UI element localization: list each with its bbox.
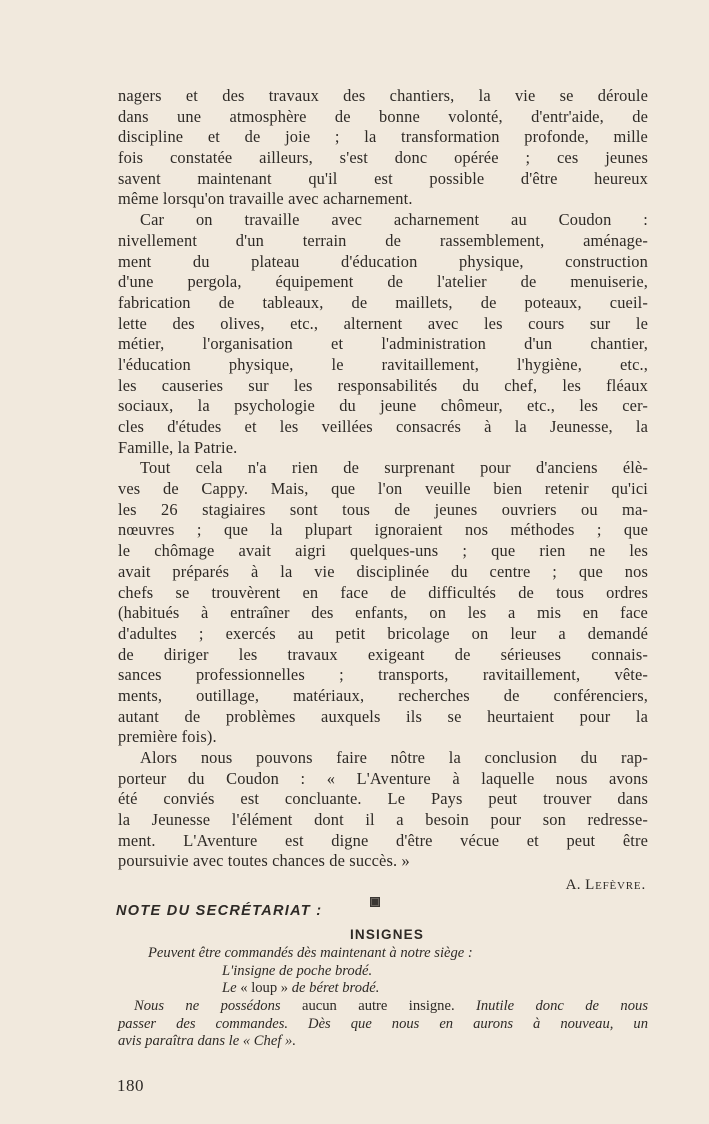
notice-text-upright: aucun autre insigne.: [301, 997, 455, 1014]
text-line: nivellement d'un terrain de rassemblement, aménage-: [118, 230, 648, 250]
text-line: de diriger les travaux exigeant de sérieuses connais-: [118, 644, 648, 664]
notice-item: L'insigne de poche brodé.: [222, 962, 373, 979]
note-title: NOTE DU SECRÉTARIAT :: [116, 903, 323, 920]
paragraph-1: [118, 86, 648, 210]
text-line: avait préparés à la vie disciplinée du centre ; que nos: [118, 561, 648, 581]
text-line: dans une atmosphère de bonne volonté, d'entr'aide, de: [118, 106, 648, 126]
text-line: première fois).: [118, 727, 217, 747]
paragraph-2: [118, 210, 648, 458]
notice-item: [118, 980, 648, 998]
text-line: l'éducation physique, le ravitaillement, l'hygiène, etc.,: [118, 354, 648, 374]
text-line: (habitués à entraîner des enfants, on les a mis en face: [118, 603, 648, 623]
notice-line: passer des commandes. Dès que nous en aurons à nouveau, un: [118, 1015, 648, 1032]
signature: [118, 875, 648, 895]
text-line: porteur du Coudon : « L'Aventure à laquelle nous avons: [118, 768, 648, 788]
text-line: lette des olives, etc., alternent avec les cours sur le: [118, 313, 648, 333]
notice-item-text: de béret brodé.: [291, 980, 380, 997]
text-line: nœuvres ; que la plupart ignoraient nos méthodes ; que: [118, 520, 648, 540]
text-line: ments, outillage, matériaux, recherches de conférenciers,: [118, 685, 648, 705]
text-line: les 26 stagiaires sont tous de jeunes ouvriers ou ma-: [118, 499, 648, 519]
text-line: les causeries sur les responsabilités du chef, les fléaux: [118, 375, 648, 395]
text-line: été conviés est concluante. Le Pays peut trouver dans: [118, 789, 648, 809]
signature-surname: Lefèvre.: [585, 877, 646, 894]
insignes-heading: INSIGNES: [349, 927, 425, 943]
notice-item-text: Le: [222, 980, 237, 997]
text-line: la Jeunesse l'élément dont il a besoin pour son redresse-: [118, 810, 648, 830]
signature-initial: A.: [565, 877, 581, 894]
text-line: d'adultes ; exercés au petit bricolage on leur a demandé: [118, 623, 648, 643]
text-line: même lorsqu'on travaille avec acharnement.: [118, 189, 413, 209]
paragraph-4: [118, 748, 648, 872]
text-line: d'une pergola, équipement de l'atelier de menuiserie,: [118, 272, 648, 292]
text-line: savent maintenant qu'il est possible d'être heureux: [118, 168, 648, 188]
text-line: métier, l'organisation et l'administration d'un chantier,: [118, 334, 648, 354]
notice-line: avis paraîtra dans le « Chef ».: [118, 1033, 296, 1050]
text-line: ves de Cappy. Mais, que l'on veuille bien retenir qu'ici: [118, 479, 648, 499]
page-body: [118, 86, 648, 1051]
text-line: Famille, la Patrie.: [118, 437, 238, 457]
text-line: Tout cela n'a rien de surprenant pour d'anciens élè-: [140, 458, 648, 478]
text-line: Car on travaille avec acharnement au Coudon :: [140, 210, 648, 230]
text-line: autant de problèmes auxquels ils se heurtaient pour la: [118, 706, 648, 726]
text-line: Alors nous pouvons faire nôtre la conclusion du rap-: [140, 748, 648, 767]
notice-line: [118, 998, 648, 1016]
insignes-notice: [118, 945, 648, 1051]
text-line: cles d'études et les veillées consacrés à la Jeunesse, la: [118, 417, 648, 436]
text-line: nagers et des travaux des chantiers, la vie se déroule: [118, 86, 648, 105]
text-line: ment du plateau d'éducation physique, construction: [118, 251, 648, 271]
notice-item-quoted: « loup »: [240, 980, 289, 997]
paragraph-3: [118, 458, 648, 748]
notice-line: Peuvent être commandés dès maintenant à notre siège :: [148, 945, 473, 962]
page-number: 180: [117, 1076, 144, 1095]
text-line: le chômage avait aigri quelques-uns ; que rien ne les: [118, 541, 648, 561]
square-ornament-icon: [370, 897, 380, 907]
text-line: poursuivie avec toutes chances de succès. »: [118, 851, 410, 871]
text-line: fabrication de tableaux, de maillets, de poteaux, cueil-: [118, 292, 648, 312]
text-line: ment. L'Aventure est digne d'être vécue et peut être: [118, 830, 648, 850]
note-header: [118, 899, 648, 923]
text-line: discipline et de joie ; la transformation profonde, mille: [118, 127, 648, 147]
text-line: fois constatée ailleurs, s'est donc opérée ; ces jeunes: [118, 148, 648, 168]
text-line: sociaux, la psychologie du jeune chômeur, etc., les cer-: [118, 396, 648, 416]
notice-text: Inutile donc de nous: [476, 997, 648, 1014]
notice-text: Nous ne possédons: [134, 997, 281, 1014]
text-line: chefs se trouvèrent en face de difficultés de tous ordres: [118, 582, 648, 602]
text-line: sances professionnelles ; transports, ravitaillement, vête-: [118, 665, 648, 685]
